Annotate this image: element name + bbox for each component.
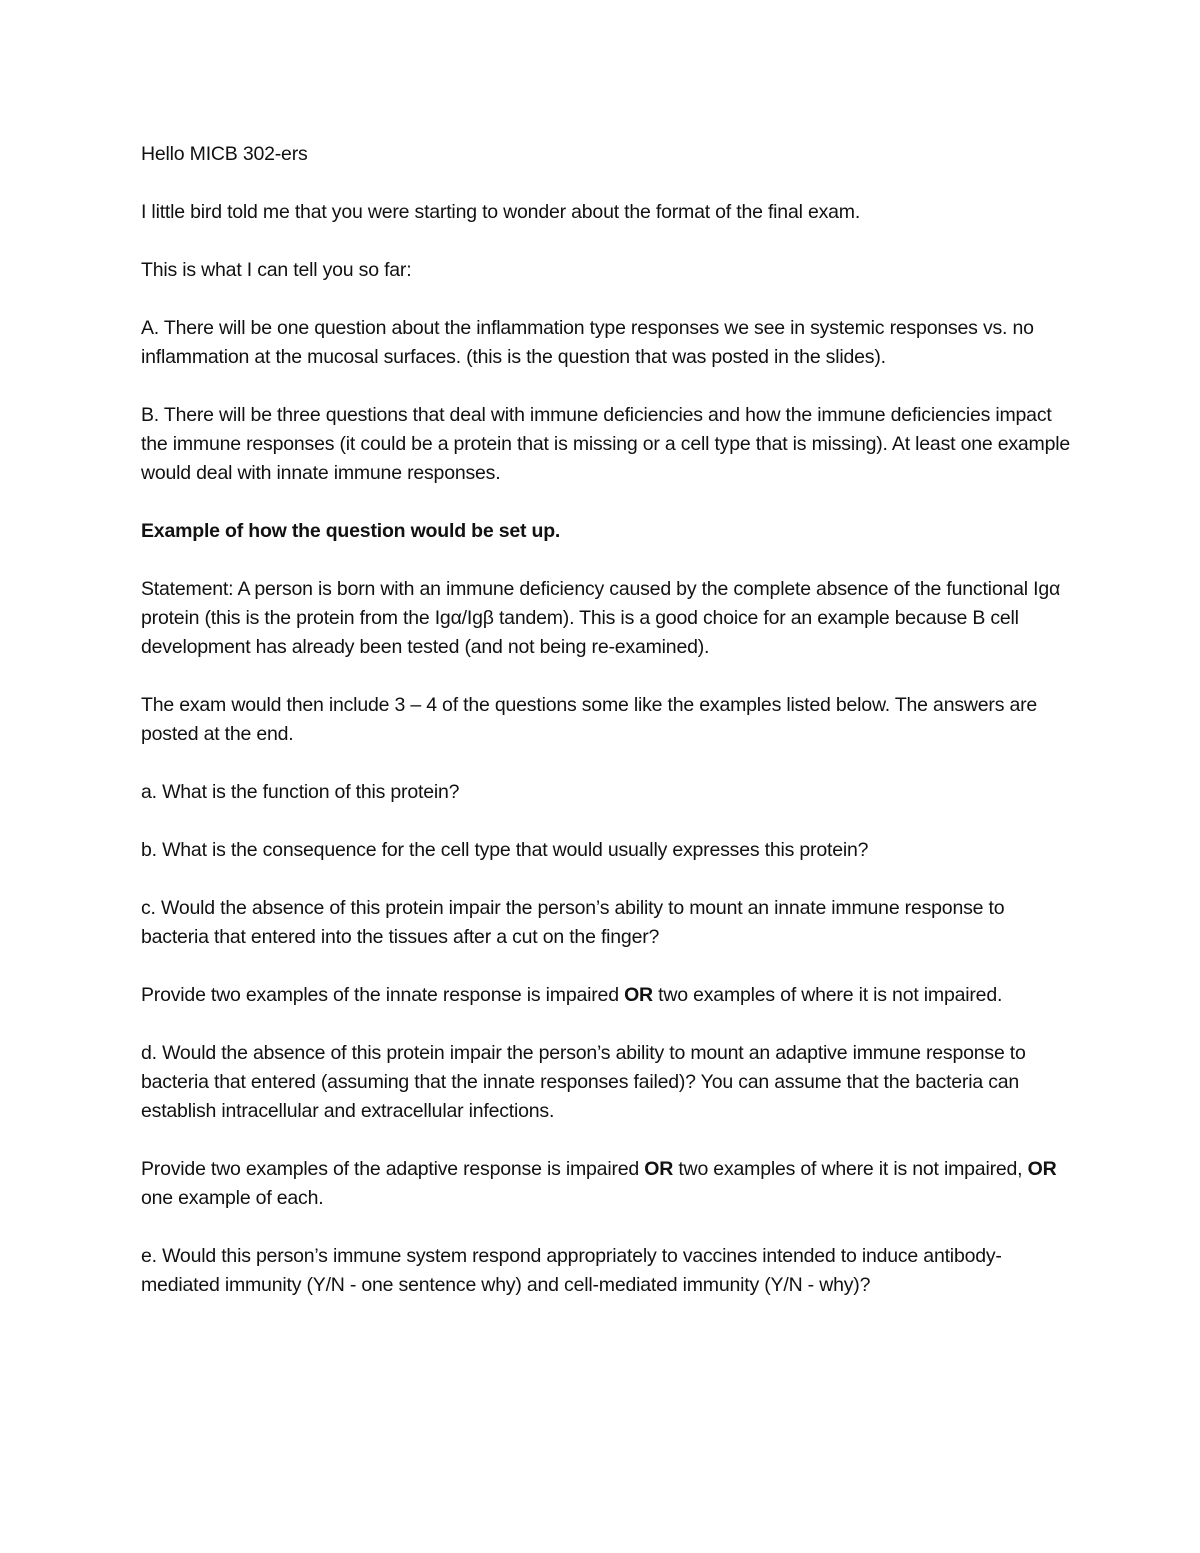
provide-innate-text-1: Provide two examples of the innate response is impaired	[141, 984, 625, 1006]
provide-adaptive-or-2: OR	[1027, 1158, 1057, 1180]
greeting: Hello MICB 302-ers	[141, 143, 308, 165]
so-far-paragraph: This is what I can tell you so far:	[141, 259, 412, 281]
provide-adaptive-paragraph	[141, 1155, 1071, 1213]
question-c: c. Would the absence of this protein impair the person’s ability to mount an innate immune response to bacteria that entered into the tissues after a cut on the finger?	[141, 897, 1005, 948]
intro-paragraph: I little bird told me that you were starting to wonder about the format of the final exam.	[141, 201, 861, 223]
question-d: d. Would the absence of this protein impair the person’s ability to mount an adaptive immune response to bacteria that entered (assuming that the innate responses failed)? You can assume that the bacteria can establish intracellular and extracellular infections.	[141, 1042, 1026, 1122]
provide-adaptive-or-1: OR	[644, 1158, 674, 1180]
question-e: e. Would this person’s immune system respond appropriately to vaccines intended to induce antibody-mediated immunity (Y/N - one sentence why) and cell-mediated immunity (Y/N - why)?	[141, 1245, 1002, 1296]
provide-innate-paragraph	[141, 981, 1071, 1010]
item-a-paragraph: A. There will be one question about the inflammation type responses we see in systemic responses vs. no inflammation at the mucosal surfaces. (this is the question that was posted in the slides).	[141, 317, 1034, 368]
provide-adaptive-text-2: two examples of where it is not impaired,	[673, 1158, 1028, 1180]
provide-adaptive-text-3: one example of each.	[141, 1187, 324, 1209]
statement-paragraph: Statement: A person is born with an immune deficiency caused by the complete absence of the functional Igα protein (this is the protein from the Igα/Igβ tandem). This is a good choice for an example because B cell development has already been tested (and not being re-examined).	[141, 578, 1061, 658]
exam-include-paragraph: The exam would then include 3 – 4 of the questions some like the examples listed below. The answers are posted at the end.	[141, 694, 1038, 745]
item-b-paragraph: B. There will be three questions that deal with immune deficiencies and how the immune deficiencies impact the immune responses (it could be a protein that is missing or a cell type that is missing). At least one example would deal with innate immune responses.	[141, 404, 1071, 484]
provide-innate-text-2: two examples of where it is not impaired.	[652, 984, 1003, 1006]
example-heading: Example of how the question would be set up.	[141, 520, 561, 542]
provide-adaptive-text-1: Provide two examples of the adaptive response is impaired	[141, 1158, 645, 1180]
question-b: b. What is the consequence for the cell type that would usually expresses this protein?	[141, 839, 869, 861]
provide-innate-or: OR	[624, 984, 653, 1006]
question-a: a. What is the function of this protein?	[141, 781, 460, 803]
document-page	[141, 140, 1071, 1329]
